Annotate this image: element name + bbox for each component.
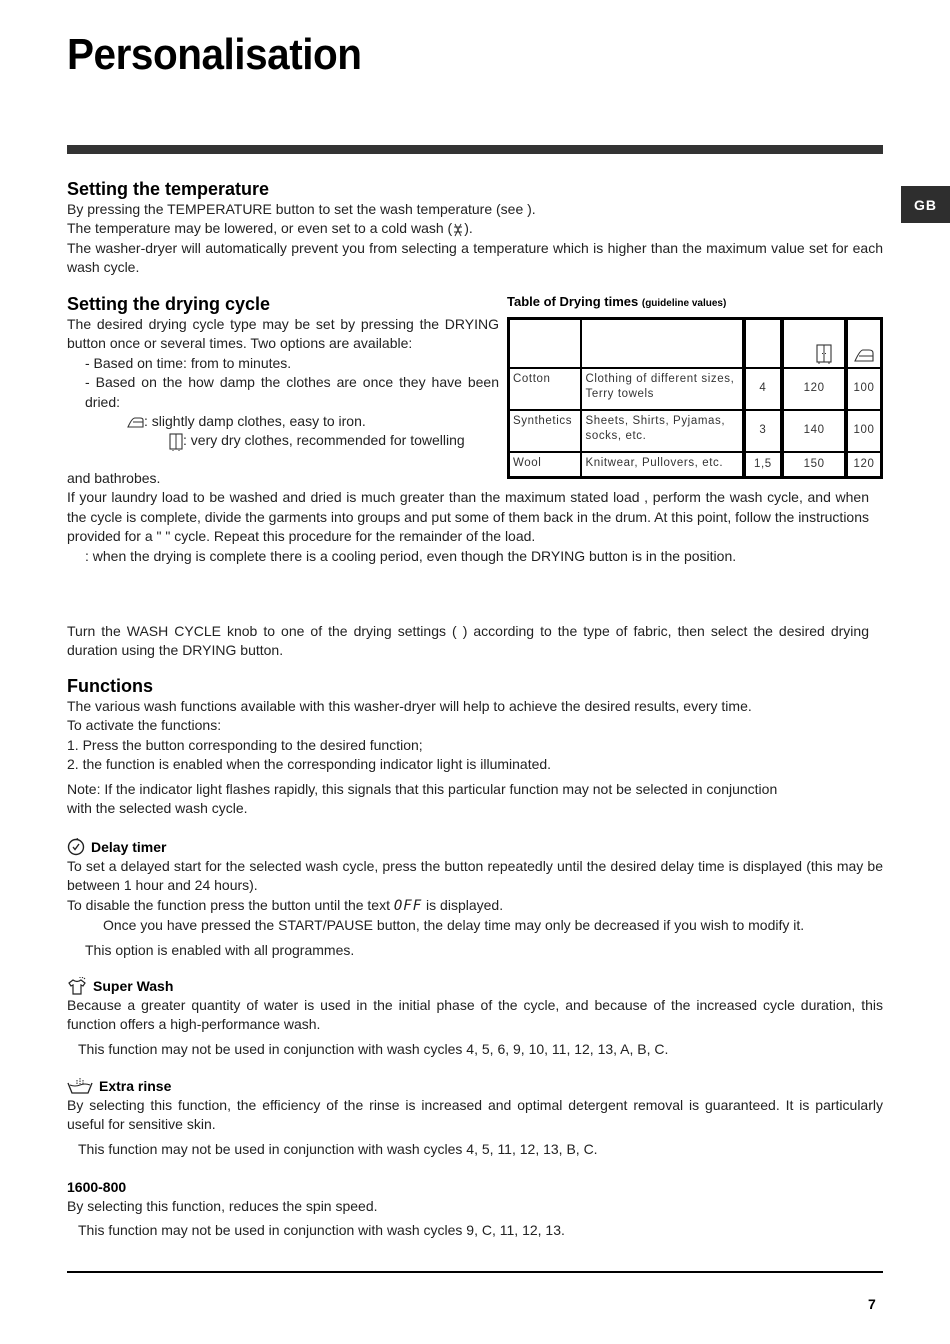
table-row xyxy=(509,452,882,478)
functions-note: Note: If the indicator light flashes rapidly, this signals that this particular function may not be selected in conjunction with the selected wash cycle. xyxy=(67,780,778,817)
drying-intro: The desired drying cycle type may be set by pressing the DRYING button once or several times. Two options are available: xyxy=(67,316,499,352)
footer-divider xyxy=(67,1271,883,1273)
extra-rinse-title: Extra rinse xyxy=(99,1078,172,1094)
drying-iron-line xyxy=(67,412,499,431)
table-row xyxy=(509,368,882,410)
cell-items: Clothing of different sizes, Terry towels xyxy=(581,368,743,410)
header-cupboard xyxy=(782,319,846,368)
section-delay-timer xyxy=(67,837,883,960)
super-wash-text-2: This function may not be used in conjunction with wash cycles 4, 5, 6, 9, 10, 11, 12, 13, A, B, C. xyxy=(78,1040,669,1057)
cell-iron: 100 xyxy=(846,410,882,452)
section-drying xyxy=(67,293,499,451)
cell-load: 1,5 xyxy=(744,452,783,478)
section-drying-continued xyxy=(67,470,869,566)
delay-timer-title: Delay timer xyxy=(91,839,167,855)
cell-items: Sheets, Shirts, Pyjamas, socks, etc. xyxy=(581,410,743,452)
spin-heading: 1600-800 xyxy=(67,1179,127,1195)
table-title-text: Table of Drying times xyxy=(507,294,639,309)
cupboard-dry-icon xyxy=(816,344,832,364)
iron-dry-icon xyxy=(127,416,144,428)
title-divider xyxy=(67,145,883,154)
iron-dry-text: : slightly damp clothes, easy to iron. xyxy=(144,413,366,430)
cell-iron: 100 xyxy=(846,368,882,410)
table-row xyxy=(509,410,882,452)
cell-load: 3 xyxy=(744,410,783,452)
header-fabric xyxy=(509,319,582,368)
temperature-line-1: By pressing the TEMPERATURE button to set the wash temperature (see ). xyxy=(67,201,536,217)
drying-heading: Setting the drying cycle xyxy=(67,294,271,314)
cold-wash-icon xyxy=(452,223,464,237)
cell-fabric: Cotton xyxy=(509,368,582,410)
iron-dry-icon xyxy=(854,348,874,362)
cell-fabric: Synthetics xyxy=(509,410,582,452)
header-iron xyxy=(846,319,882,368)
language-tab: GB xyxy=(901,186,950,223)
cupboard-dry-icon xyxy=(169,433,183,451)
drying-option-time: - Based on time: from to minutes. xyxy=(85,354,292,371)
header-load xyxy=(744,319,783,368)
super-wash-title: Super Wash xyxy=(93,978,174,994)
cell-cupboard: 140 xyxy=(782,410,846,452)
cell-load: 4 xyxy=(744,368,783,410)
drying-only-text: Turn the WASH CYCLE knob to one of the drying settings ( ) according to the type of fabric, then select the desired drying duration using the DRYING button. xyxy=(67,623,869,659)
delay-timer-text-2-pre: To disable the function press the button until the text xyxy=(67,896,394,913)
drying-option-damp: - Based on the how damp the clothes are once they have been dried: xyxy=(85,374,499,410)
table-header-row xyxy=(509,319,882,368)
cell-iron: 120 xyxy=(846,452,882,478)
delay-timer-text-4: This option is enabled with all programmes. xyxy=(85,941,355,958)
section-extra-rinse xyxy=(67,1076,883,1159)
delay-timer-heading xyxy=(67,837,883,857)
cell-cupboard: 150 xyxy=(782,452,846,478)
header-items xyxy=(581,319,743,368)
temperature-line-2-text: The temperature may be lowered, or even set to a cold wash ( xyxy=(67,220,453,237)
page-number: 7 xyxy=(868,1296,876,1312)
functions-step-1: 1. Press the button corresponding to the desired function; xyxy=(67,736,423,753)
extra-rinse-text-1: By selecting this function, the efficiency of the rinse is increased and optimal detergent removal is guaranteed. It is particularly useful for sensitive skin. xyxy=(67,1097,883,1133)
drying-cooling-note: : when the drying is complete there is a cooling period, even though the DRYING button is in the position. xyxy=(85,547,737,564)
section-super-wash xyxy=(67,976,883,1059)
delay-timer-text-1: To set a delayed start for the selected wash cycle, press the button repeatedly until the desired delay time is displayed (this may be between 1 hour and 24 hours). xyxy=(67,858,883,894)
drying-cupboard-line xyxy=(67,431,499,450)
shirt-icon xyxy=(67,977,87,995)
section-functions xyxy=(67,675,883,818)
extra-rinse-heading xyxy=(67,1076,883,1096)
functions-heading: Functions xyxy=(67,676,153,696)
spin-text-1: By selecting this function, reduces the spin speed. xyxy=(67,1198,378,1214)
off-display-text: OFF xyxy=(393,897,423,914)
extra-rinse-text-2: This function may not be used in conjunction with wash cycles 4, 5, 11, 12, 13, B, C. xyxy=(78,1140,598,1157)
cupboard-dry-text: : very dry clothes, recommended for towelling xyxy=(183,432,465,449)
temperature-line-3: The washer-dryer will automatically prevent you from selecting a temperature which is higher than the maximum value set for each wash cycle. xyxy=(67,239,883,276)
super-wash-heading xyxy=(67,976,883,996)
temperature-line-2-end: ). xyxy=(464,220,473,237)
cell-items: Knitwear, Pullovers, etc. xyxy=(581,452,743,478)
functions-step-2: 2. the function is enabled when the corresponding indicator light is illuminated. xyxy=(67,756,552,773)
delay-timer-text-2 xyxy=(67,896,883,916)
drying-times-table-block xyxy=(507,293,883,479)
page-title: Personalisation xyxy=(67,30,362,79)
drying-large-load: If your laundry load to be washed and dried is much greater than the maximum stated load , perform the wash cycle, and when the cycle is complete, divide the garments into groups and put some of them back in the drum. At this point, follow the instructions provided for a " " cycle. Repeat this procedure for the remainder of the load. xyxy=(67,489,869,545)
delay-timer-text-3: Once you have pressed the START/PAUSE button, the delay time may only be decreased if you wish to modify it. xyxy=(103,917,805,934)
spin-text-2: This function may not be used in conjunction with wash cycles 9, C, 11, 12, 13. xyxy=(78,1222,565,1239)
clock-icon xyxy=(67,838,85,856)
table-subtitle: (guideline values) xyxy=(641,298,727,309)
section-temperature xyxy=(67,178,883,278)
table-title xyxy=(507,293,883,313)
rinse-basin-icon xyxy=(67,1077,93,1095)
temperature-heading: Setting the temperature xyxy=(67,179,270,199)
functions-activate: To activate the functions: xyxy=(67,717,222,734)
section-drying-only xyxy=(67,622,869,661)
drying-times-table xyxy=(507,317,883,479)
temperature-line-2 xyxy=(67,219,883,238)
cell-cupboard: 120 xyxy=(782,368,846,410)
functions-intro: The various wash functions available with this washer-dryer will help to achieve the desired results, every time. xyxy=(67,698,752,714)
section-spin-speed xyxy=(67,1177,883,1241)
cell-fabric: Wool xyxy=(509,452,582,478)
super-wash-text-1: Because a greater quantity of water is used in the initial phase of the cycle, and because of the increased cycle duration, this function offers a high-performance wash. xyxy=(67,997,883,1033)
delay-timer-text-2-post: is displayed. xyxy=(422,896,504,913)
drying-cupboard-end: and bathrobes. xyxy=(67,470,161,486)
